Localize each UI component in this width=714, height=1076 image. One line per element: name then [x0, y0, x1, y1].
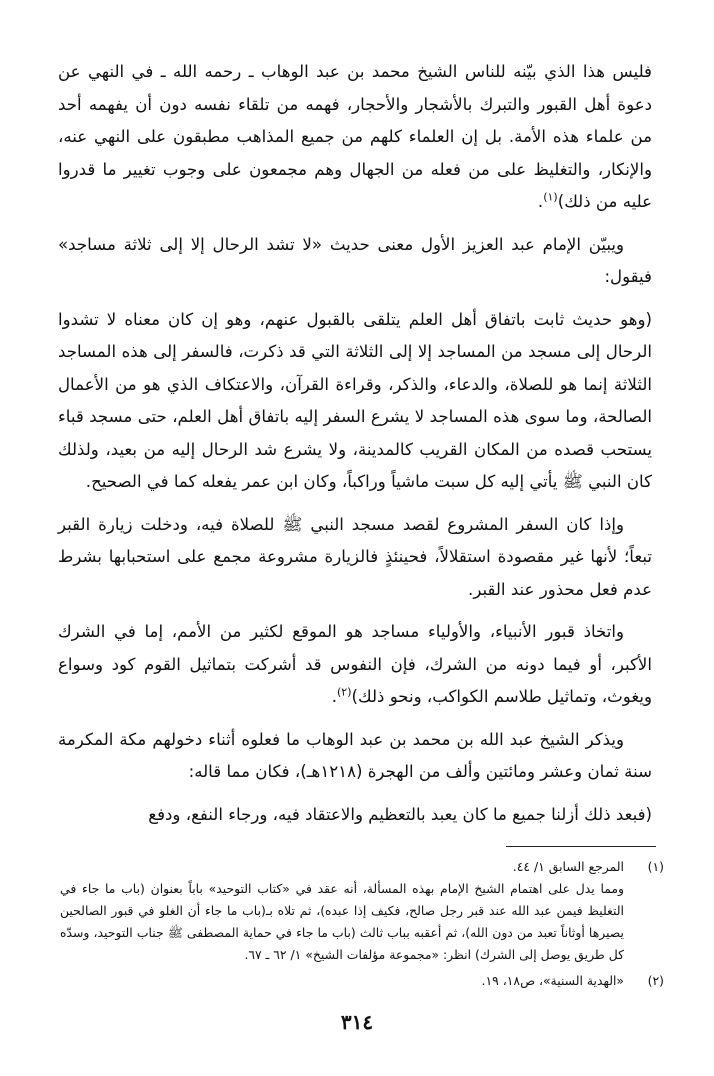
footnote-line: «الهدية السنية»، ص١٨، ١٩. [481, 973, 624, 988]
paragraph-text: وإذا كان السفر المشروع لقصد مسجد النبي ﷺ للصلاة فيه، ودخلت زيارة القبر تبعاً؛ لأنها غير مقصودة استقلالاً، فحينئذٍ فالزيارة مشروعة مجمع على استحبابها بشرط عدم فعل محذور عند القبر. [58, 514, 652, 599]
paragraph-3 [58, 304, 652, 499]
paragraph-text: فليس هذا الذي بيّنه للناس الشيخ محمد بن عبد الوهاب ـ رحمه الله ـ في النهي عن دعوة أهل القبور والتبرك بالأشجار والأحجار، فهمه من تلقاء نفسه دون أن يفهمه أحد من علماء هذه الأمة. بل إن العلماء كلهم من جميع المذاهب مطبقون على النهي عنه، والإنكار، والتغليظ على من فعله من الجهال وهم مجمعون على وجوب تغيير ما قدروا عليه من ذلك) [58, 62, 652, 211]
main-text [58, 56, 652, 841]
paragraph-6 [58, 724, 652, 789]
footnote-number: (٢) [647, 973, 664, 988]
footnote-line: ومما يدل على اهتمام الشيخ الإمام بهذه المسألة، أنه عقد في «كتاب التوحيد» باباً بعنوان (باب ما جاء في التغليظ فيمن عبد الله عند قبر رجل صالح، فكيف إذا عبده)، ثم تلاه بـ(باب ما جاء أن الغلو في قبور الصالحين يصيرها أوثاناً تعبد من دون الله)، ثم أعقبه بباب ثالث (باب ما جاء في حماية المصطفى ﷺ جناب التوحيد، وسدّه كل طريق يوصل إلى الشرك) انظر: «مجموعة مؤلفات الشيخ» ١/ ٦٢ ـ ٦٧. [60, 881, 624, 962]
paragraph-7 [58, 799, 652, 832]
footnote-ref-2[interactable]: (٢) [337, 685, 352, 699]
footnote-number: (١) [647, 859, 664, 874]
paragraph-4 [58, 509, 652, 607]
footnote-divider [506, 846, 656, 847]
paragraph-text: (فبعد ذلك أزلنا جميع ما كان يعبد بالتعظيم والاعتقاد فيه، ورجاء النفع، ودفع [148, 804, 652, 824]
footnote-2 [60, 970, 664, 992]
footnote-1 [60, 856, 664, 966]
paragraph-5: واتخاذ قبور الأنبياء، والأولياء مساجد هو الموقع لكثير من الأمم، إما في الشرك الأكبر، أو فيما دونه من الشرك، فإن النفوس قد أشركت بتماثيل القوم كود وسواع ويغوث، وتماثيل طلاسم الكواكب، ونحو ذلك)$^{(٢)}$. [58, 622, 652, 706]
paragraph-1: فليس هذا الذي بيّنه للناس الشيخ محمد بن عبد الوهاب ـ رحمه الله ـ في النهي عن دعوة أهل القبور والتبرك بالأشجار والأحجار، فهمه من تلقاء نفسه دون أن يفهمه أحد من علماء هذه الأمة. بل إن العلماء كلهم من جميع المذاهب مطبقون على النهي عنه، والإنكار، والتغليظ على من فعله من الجهال وهم مجمعون على وجوب تغيير ما قدروا عليه من ذلك)$^{(١)}$. [58, 62, 652, 211]
paragraph-2 [58, 229, 652, 294]
footnote-body [60, 856, 624, 966]
footnote-body [60, 970, 624, 992]
paragraph-text: ويبيّن الإمام عبد العزيز الأول معنى حديث «لا تشد الرحال إلا إلى ثلاثة مساجد» فيقول: [58, 234, 652, 286]
paragraph-text: ويذكر الشيخ عبد الله بن محمد بن عبد الوهاب ما فعلوه أثناء دخولهم مكة المكرمة سنة ثمان وعشر ومائتين وألف من الهجرة (١٢١٨هـ)، فكان مما قاله: [58, 729, 652, 781]
page-number: ٣١٤ [340, 1010, 374, 1034]
footnote-ref-1[interactable]: (١) [543, 190, 558, 204]
footnotes [60, 856, 664, 996]
paragraph-text: (وهو حديث ثابت باتفاق أهل العلم يتلقى بالقبول عنهم، وهو إن كان معناه لا تشدوا الرحال إلى مسجد من المساجد إلا إلى الثلاثة التي قد ذكرت، فالسفر إلى هذه المساجد الثلاثة إنما هو للصلاة، والدعاء، والذكر، وقراءة القرآن، والاعتكاف الذي هو من الأعمال الصالحة، وما سوى هذه المساجد لا يشرع السفر إليه باتفاق أهل العلم، حتى مسجد قباء يستحب قصده من المكان القريب كالمدينة، ولا يشرع شد الرحال إليه من بعيد، ولذلك كان النبي ﷺ يأتي إليه كل سبت ماشياً وراكباً، وكان ابن عمر يفعله كما في الصحيح. [58, 309, 652, 491]
footnote-line: المرجع السابق ١/ ٤٤. [512, 859, 624, 874]
paragraph-text: واتخاذ قبور الأنبياء، والأولياء مساجد هو الموقع لكثير من الأمم، إما في الشرك الأكبر، أو فيما دونه من الشرك، فإن النفوس قد أشركت بتماثيل القوم كود وسواع ويغوث، وتماثيل طلاسم الكواكب، ونحو ذلك) [58, 622, 652, 706]
